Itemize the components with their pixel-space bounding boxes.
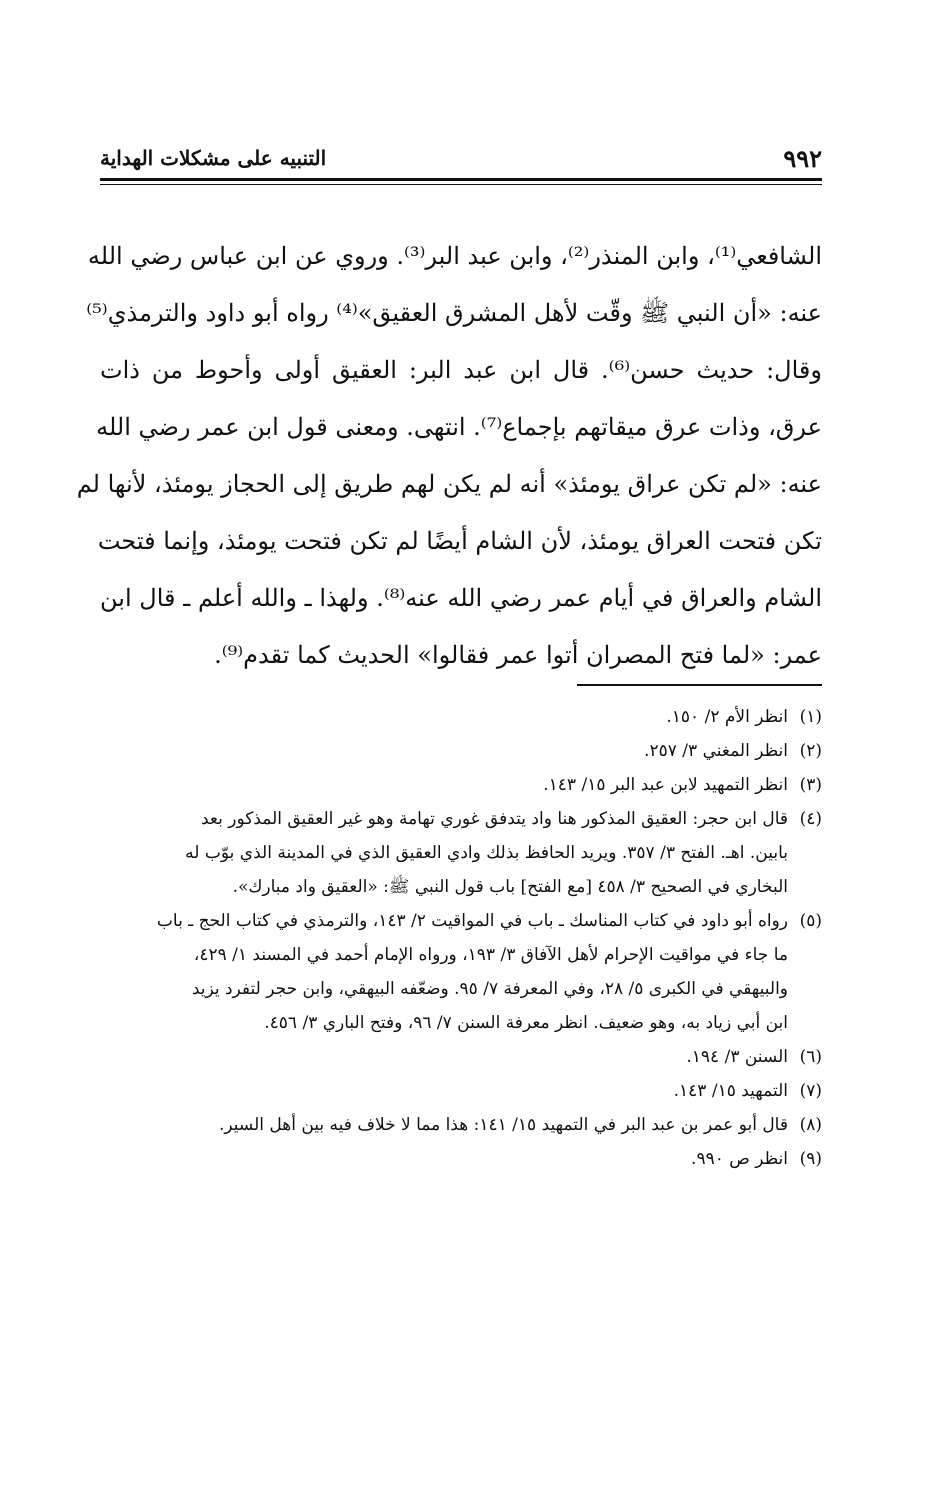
footnote-6 <box>100 1040 822 1074</box>
footnote-separator <box>577 684 822 686</box>
footnote-number: (٩) <box>799 1149 822 1169</box>
header-rule-thin <box>100 184 822 185</box>
footnote-number: (٦) <box>799 1047 822 1067</box>
footnote-text: التمهيد ١٥/ ١٤٣. <box>673 1081 788 1101</box>
footnote-1 <box>100 700 822 734</box>
footnote-text: والبيهقي في الكبرى ٥/ ٢٨، وفي المعرفة ٧/ ٩٥. وضعّفه البيهقي، وابن حجر لتفرد يزيد <box>191 979 788 999</box>
footnote-5 <box>100 904 822 1040</box>
footnote-2 <box>100 734 822 768</box>
footnote-number: (٨) <box>799 1115 822 1135</box>
footnote-8 <box>100 1108 822 1142</box>
footnote-number: (٣) <box>799 775 822 795</box>
footnote-4 <box>100 802 822 904</box>
footnote-number: (٥) <box>799 911 822 931</box>
footnotes <box>100 700 822 1176</box>
footnote-text: السنن ٣/ ١٩٤. <box>686 1047 788 1067</box>
main-text-line: عنه: «أن النبي ﷺ وقّت لأهل المشرق العقيق»⁽⁴⁾ رواه أبو داود والترمذي⁽⁵⁾ <box>86 299 822 327</box>
book-title: التنبيه على مشكلات الهداية <box>100 146 327 170</box>
footnote-text: انظر ص ٩٩٠. <box>691 1149 788 1169</box>
footnote-text: ما جاء في مواقيت الإحرام لأهل الآفاق ٣/ ١٩٣، ورواه الإمام أحمد في المسند ١/ ٤٢٩، <box>193 945 788 965</box>
footnote-text: قال أبو عمر بن عبد البر في التمهيد ١٥/ ١٤١: هذا مما لا خلاف فيه بين أهل السير. <box>219 1115 788 1135</box>
main-text-line: عنه: «لم تكن عراق يومئذ» أنه لم يكن لهم طريق إلى الحجاز يومئذ، لأنها لم <box>76 470 822 498</box>
footnote-3 <box>100 768 822 802</box>
footnote-text: انظر التمهيد لابن عبد البر ١٥/ ١٤٣. <box>543 775 788 795</box>
main-text-line: تكن فتحت العراق يومئذ، لأن الشام أيضًا لم تكن فتحت يومئذ، وإنما فتحت <box>97 527 822 555</box>
footnote-text: رواه أبو داود في كتاب المناسك ـ باب في المواقيت ٢/ ١٤٣، والترمذي في كتاب الحج ـ باب <box>156 911 788 931</box>
footnote-text: البخاري في الصحيح ٣/ ٤٥٨ [مع الفتح] باب قول النبي ﷺ: «العقيق واد مبارك». <box>232 877 788 897</box>
footnote-number: (٧) <box>799 1081 822 1101</box>
footnote-text: انظر المغني ٣/ ٢٥٧. <box>644 741 788 761</box>
footnote-number: (٢) <box>799 741 822 761</box>
footnote-text: بابين. اهـ. الفتح ٣/ ٣٥٧. ويريد الحافظ بذلك وادي العقيق الذي في المدينة الذي بوّب له <box>185 843 788 863</box>
running-header <box>100 140 822 180</box>
main-text-line: وقال: حديث حسن⁽⁶⁾. قال ابن عبد البر: العقيق أولى وأحوط من ذات <box>100 356 822 384</box>
footnote-9 <box>100 1142 822 1176</box>
footnote-7 <box>100 1074 822 1108</box>
footnote-text: قال ابن حجر: العقيق المذكور هنا واد يتدفق غوري تهامة وهو غير العقيق المذكور بعد <box>200 809 788 829</box>
main-text-line: الشافعي⁽¹⁾، وابن المنذر⁽²⁾، وابن عبد البر⁽³⁾. وروي عن ابن عباس رضي الله <box>87 242 822 270</box>
footnote-number: (١) <box>799 707 822 727</box>
footnote-text: انظر الأم ٢/ ١٥٠. <box>666 707 788 727</box>
main-text <box>76 228 822 684</box>
main-text-line: عرق، وذات عرق ميقاتهم بإجماع⁽⁷⁾. انتهى. ومعنى قول ابن عمر رضي الله <box>96 413 822 441</box>
main-text-line: الشام والعراق في أيام عمر رضي الله عنه⁽⁸⁾. ولهذا ـ والله أعلم ـ قال ابن <box>100 584 822 612</box>
page-number: ٩٩٢ <box>783 144 822 173</box>
main-text-line: عمر: «لما فتح المصران أتوا عمر فقالوا» الحديث كما تقدم⁽⁹⁾. <box>214 641 822 669</box>
footnote-number: (٤) <box>799 809 822 829</box>
footnote-text: ابن أبي زياد به، وهو ضعيف. انظر معرفة السنن ٧/ ٩٦، وفتح الباري ٣/ ٤٥٦. <box>264 1013 788 1033</box>
header-rule-thick <box>100 178 822 181</box>
